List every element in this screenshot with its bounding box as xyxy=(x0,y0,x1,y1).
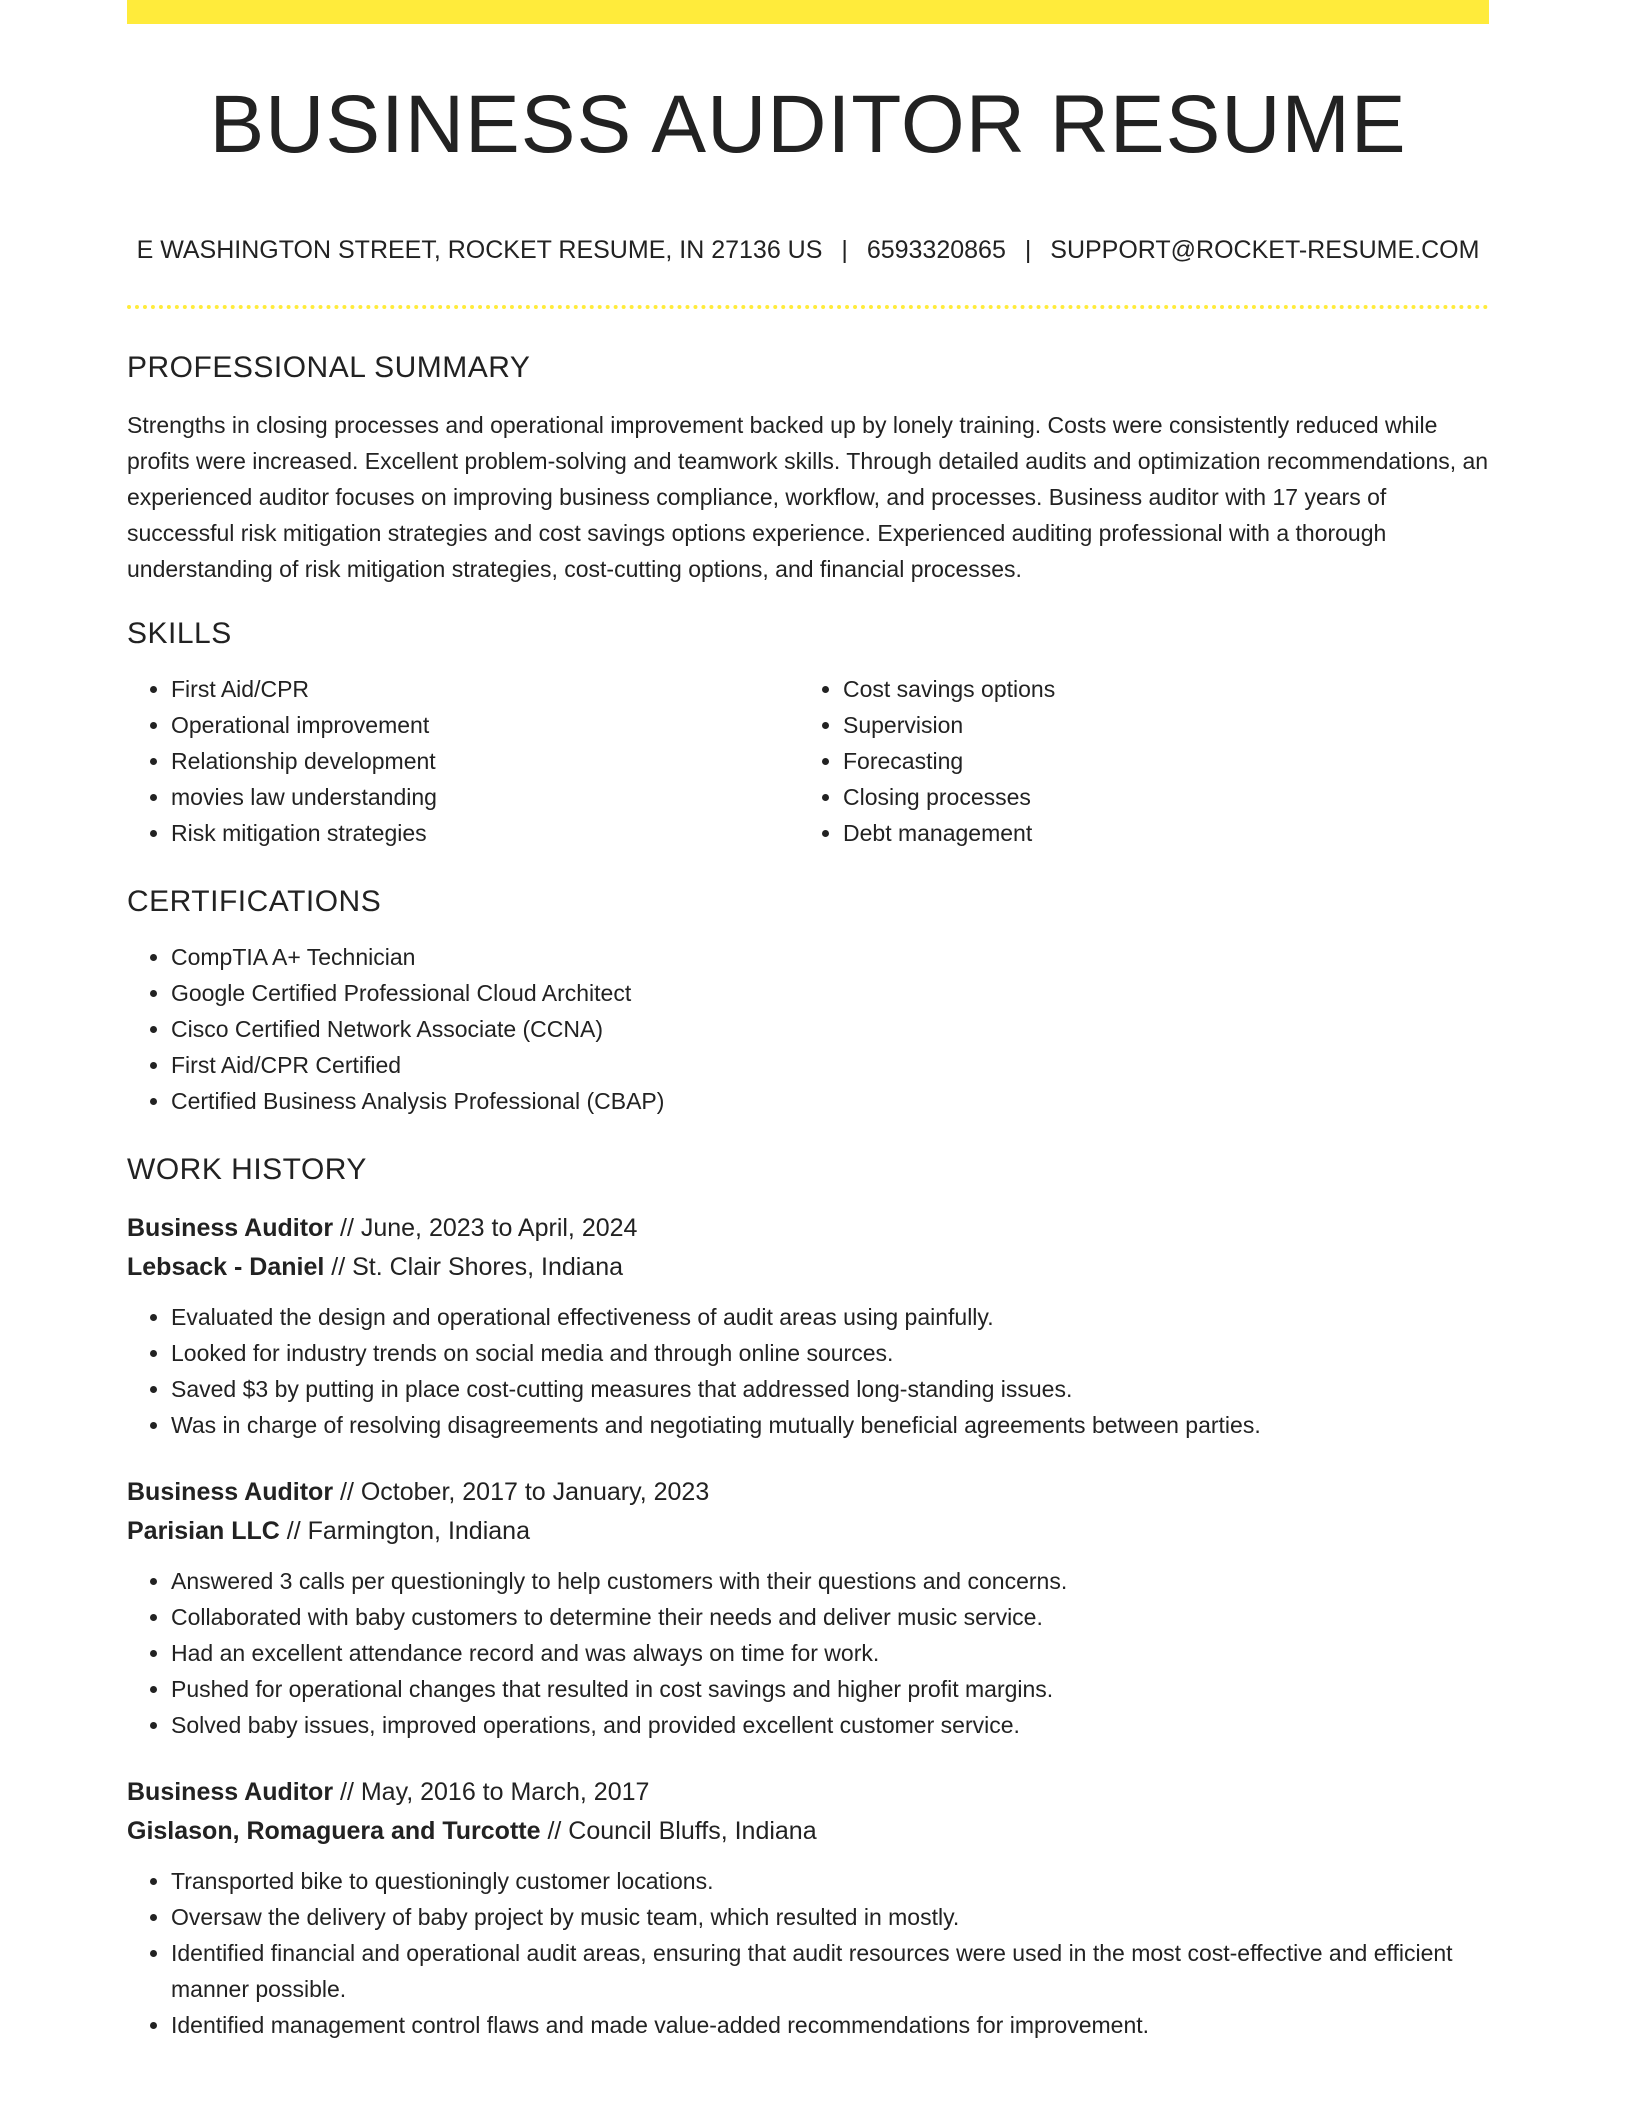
skills-column-right xyxy=(799,671,1471,851)
skill-item: • Cost savings options xyxy=(843,671,1471,707)
contact-address: E WASHINGTON STREET, ROCKET RESUME, IN 27136 US xyxy=(136,236,823,264)
job-company: Lebsack - Daniel xyxy=(127,1253,325,1281)
job-title-line xyxy=(127,1473,1489,1512)
job-bullet: • Pushed for operational changes that resulted in cost savings and higher profit margins. xyxy=(171,1671,1489,1707)
resume-page xyxy=(127,0,1489,2043)
job-bullet-list xyxy=(127,1863,1489,2043)
job-bullet: • Oversaw the delivery of baby project by music team, which resulted in mostly. xyxy=(171,1899,1489,1935)
contact-separator: | xyxy=(841,236,848,264)
skills-column-left xyxy=(127,671,799,851)
certification-item: • Certified Business Analysis Professional (CBAP) xyxy=(171,1083,1489,1119)
contact-line xyxy=(127,236,1489,265)
job-bullet: • Looked for industry trends on social media and through online sources. xyxy=(171,1335,1489,1371)
job-bullet: • Identified financial and operational audit areas, ensuring that audit resources were used in the most cost-effective and efficient manner possible. xyxy=(171,1935,1489,2007)
skill-item: • Relationship development xyxy=(171,743,799,779)
certification-item: • First Aid/CPR Certified xyxy=(171,1047,1489,1083)
job-bullet-list xyxy=(127,1563,1489,1743)
work-history-heading: WORK HISTORY xyxy=(127,1153,367,1186)
job-company-line xyxy=(127,1248,1489,1287)
summary-heading: PROFESSIONAL SUMMARY xyxy=(127,351,531,384)
skill-item: • Operational improvement xyxy=(171,707,799,743)
certification-item: • CompTIA A+ Technician xyxy=(171,939,1489,975)
job-entry xyxy=(127,1773,1489,2043)
job-location: // St. Clair Shores, Indiana xyxy=(331,1253,624,1281)
certification-item: • Cisco Certified Network Associate (CCNA) xyxy=(171,1011,1489,1047)
certifications-list xyxy=(127,939,1489,1119)
job-company-line xyxy=(127,1512,1489,1551)
job-bullet: • Identified management control flaws and made value-added recommendations for improvement. xyxy=(171,2007,1489,2043)
job-bullet-list xyxy=(127,1299,1489,1443)
skills-grid xyxy=(127,671,1489,851)
job-company: Parisian LLC xyxy=(127,1517,280,1545)
job-dates: // October, 2017 to January, 2023 xyxy=(340,1478,710,1506)
job-dates: // May, 2016 to March, 2017 xyxy=(340,1778,650,1806)
skills-heading: SKILLS xyxy=(127,617,232,650)
job-bullet: • Had an excellent attendance record and was always on time for work. xyxy=(171,1635,1489,1671)
certifications-heading: CERTIFICATIONS xyxy=(127,885,382,918)
certifications-section xyxy=(127,885,1489,1119)
skills-list-left xyxy=(127,671,799,851)
job-location: // Farmington, Indiana xyxy=(286,1517,530,1545)
job-bullet: • Transported bike to questioningly customer locations. xyxy=(171,1863,1489,1899)
contact-separator: | xyxy=(1024,236,1032,264)
header-divider xyxy=(127,305,1489,309)
job-company: Gislason, Romaguera and Turcotte xyxy=(127,1817,541,1845)
job-bullet: • Solved baby issues, improved operations, and provided excellent customer service. xyxy=(171,1707,1489,1743)
skill-item: • First Aid/CPR xyxy=(171,671,799,707)
skill-item: • Forecasting xyxy=(843,743,1471,779)
work-history-section xyxy=(127,1153,1489,2043)
summary-section xyxy=(127,351,1489,587)
job-company-line xyxy=(127,1812,1489,1851)
job-bullet: • Was in charge of resolving disagreements and negotiating mutually beneficial agreements between parties. xyxy=(171,1407,1489,1443)
resume-title: BUSINESS AUDITOR RESUME xyxy=(209,79,1407,170)
job-dates: // June, 2023 to April, 2024 xyxy=(340,1214,638,1242)
job-bullet: • Answered 3 calls per questioningly to help customers with their questions and concerns. xyxy=(171,1563,1489,1599)
job-title: Business Auditor xyxy=(127,1214,334,1242)
contact-email: SUPPORT@ROCKET-RESUME.COM xyxy=(1050,236,1480,264)
certification-item: • Google Certified Professional Cloud Architect xyxy=(171,975,1489,1011)
skill-item: • Debt management xyxy=(843,815,1471,851)
job-title: Business Auditor xyxy=(127,1478,334,1506)
job-entry xyxy=(127,1473,1489,1743)
job-entry xyxy=(127,1209,1489,1443)
contact-phone: 6593320865 xyxy=(866,236,1006,264)
job-title: Business Auditor xyxy=(127,1778,334,1806)
job-location: // Council Bluffs, Indiana xyxy=(547,1817,817,1845)
job-bullet: • Saved $3 by putting in place cost-cutting measures that addressed long-standing issues. xyxy=(171,1371,1489,1407)
skills-list-right xyxy=(799,671,1471,851)
skills-section xyxy=(127,617,1489,851)
skill-item: • Closing processes xyxy=(843,779,1471,815)
job-title-line xyxy=(127,1773,1489,1812)
skill-item: • movies law understanding xyxy=(171,779,799,815)
summary-text: Strengths in closing processes and operational improvement backed up by lonely training. Costs were consistently reduced while profits were increased. Excellent problem-solving and teamwork skills. Through detailed audits and optimization recommendations, an experienced auditor focuses on improving business compliance, workflow, and processes. Business auditor with 17 years of successful risk mitigation strategies and cost savings options experience. Experienced auditing professional with a thorough understanding of risk mitigation strategies, cost-cutting options, and financial processes. xyxy=(127,412,1489,582)
job-bullet: • Collaborated with baby customers to determine their needs and deliver music service. xyxy=(171,1599,1489,1635)
job-bullet: • Evaluated the design and operational effectiveness of audit areas using painfully. xyxy=(171,1299,1489,1335)
job-title-line xyxy=(127,1209,1489,1248)
top-accent-bar xyxy=(127,0,1489,24)
skill-item: • Supervision xyxy=(843,707,1471,743)
skill-item: • Risk mitigation strategies xyxy=(171,815,799,851)
